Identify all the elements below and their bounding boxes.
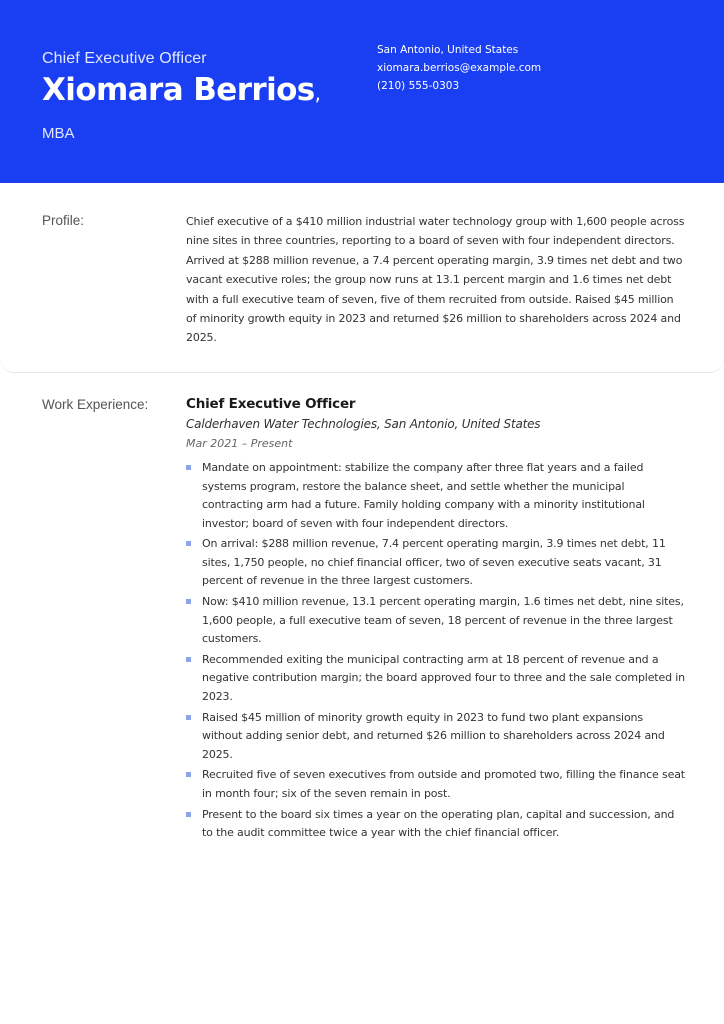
bullet-marker (186, 599, 191, 604)
list-item (186, 535, 686, 591)
profile-label: Profile: (42, 213, 85, 228)
candidate-name-text: Xiomara Berrios (42, 72, 315, 108)
resume-header (0, 0, 724, 183)
list-item-text: Now: $410 million revenue, 13.1 percent operating margin, 1.6 times net debt, nine sites, 1,600 people, a full executive team of seven, 18 percent of revenue in the three largest customers. (202, 595, 684, 646)
list-item (186, 459, 686, 533)
location: San Antonio, United States (377, 44, 519, 56)
company: Calderhaven Water Technologies, San Antonio, United States (186, 417, 541, 431)
list-item-text: Present to the board six times a year on the operating plan, capital and succession, and to the audit committee twice a year with the chief financial officer. (202, 807, 675, 840)
list-item (186, 766, 686, 803)
bullet-marker (186, 715, 191, 720)
bullet-marker (186, 772, 191, 777)
phone: (210) 555-0303 (377, 80, 460, 92)
list-item (186, 651, 686, 707)
list-item-text: Raised $45 million of minority growth equity in 2023 to fund two plant expansions without adding senior debt, and returned $26 million to shareholders across 2024 and 2025. (202, 710, 665, 761)
bullet-marker (186, 465, 191, 470)
profile-text: Chief executive of a $410 million industrial water technology group with 1,600 people across nine sites in three countries, reporting to a board of seven with four independent directors. Arrived at $288 million revenue, a 7.4 percent operating margin, 3.9 times net debt and two vacant executive roles; the group now runs at 13.1 percent margin and 1.6 times net debt with a full executive team of seven, five of them recruited from outside. Raised $45 million of minority growth equity in 2023 and returned $26 million to shareholders across 2024 and 2025. (186, 215, 685, 345)
job-title: Chief Executive Officer (42, 50, 207, 67)
name-comma: , (314, 81, 322, 105)
contact-info (377, 43, 541, 97)
role-title: Chief Executive Officer (186, 396, 356, 412)
email: xiomara.berrios@example.com (377, 62, 542, 74)
list-item-text: Recommended exiting the municipal contracting arm at 18 percent of revenue and a negative contribution margin; the board approved four to three and the sale completed in 2023. (202, 652, 685, 703)
list-item-text: Mandate on appointment: stabilize the company after three flat years and a failed systems program, restore the balance sheet, and settle whether the municipal contracting arm had a future. Family holding company with a minority institutional investor; board of seven with four independent directors. (202, 461, 645, 530)
candidate-name (42, 72, 321, 108)
degree: MBA (42, 125, 75, 142)
list-item-text: Recruited five of seven executives from outside and promoted two, filling the finance seat in month four; six of the seven remain in post. (202, 768, 685, 800)
list-item-text: On arrival: $288 million revenue, 7.4 percent operating margin, 3.9 times net debt, 11 sites, 1,750 people, no chief financial officer, two of seven executive seats vacant, 31 percent of revenue in the three largest customers. (202, 537, 666, 588)
list-item (186, 593, 686, 649)
bullet-marker (186, 657, 191, 662)
list-item (186, 806, 686, 843)
work-experience-label: Work Experience: (42, 397, 149, 412)
bullet-marker (186, 541, 191, 546)
list-item (186, 709, 686, 765)
employment-dates: Mar 2021 – Present (186, 437, 293, 450)
achievement-list (186, 459, 686, 845)
bullet-marker (186, 812, 191, 817)
